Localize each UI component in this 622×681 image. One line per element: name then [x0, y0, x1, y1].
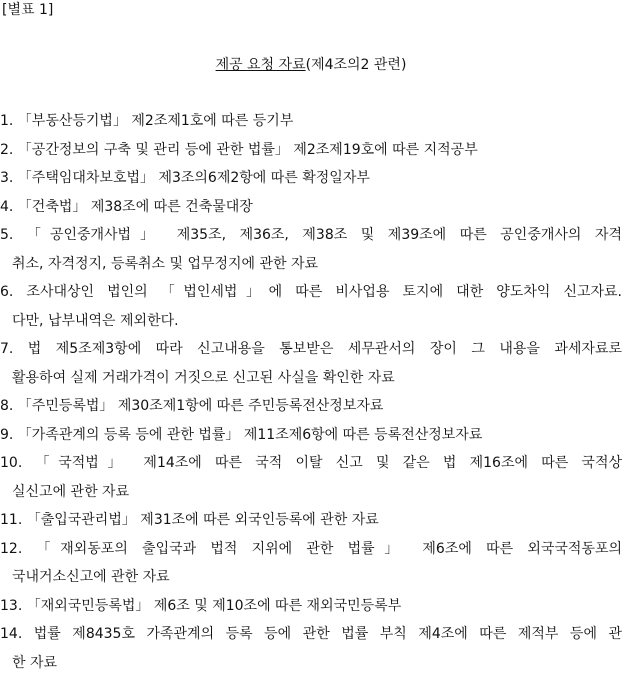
list-item — [0, 282, 622, 331]
list-item — [0, 111, 622, 131]
list-item-text: 2. 「공간정보의 구축 및 관리 등에 관한 법률」 제2조제19호에 따른 지적공부 — [0, 141, 478, 158]
list-item — [0, 168, 622, 188]
document-title — [0, 55, 622, 75]
list-item-text: 1. 「부동산등기법」 제2조제1호에 따른 등기부 — [0, 113, 294, 129]
list-item — [0, 197, 622, 217]
list-item-text: 9. 「가족관계의 등록 등에 관한 법률」 제11조제6항에 따른 등록전산정보자료 — [0, 426, 483, 443]
list-item-continuation: 취소, 자격정지, 등록취소 및 업무정지에 관한 자료 — [12, 255, 319, 272]
list-item-text: 10. 「국적법」 제14조에 따른 국적 이탈 신고 및 같은 법 제16조에 따른 국적상 — [0, 455, 622, 471]
list-item-continuation: 실신고에 관한 자료 — [12, 483, 130, 500]
title-main: 제공 요청 자료 — [215, 57, 306, 73]
list-item-text: 7. 법 제5조제3항에 따라 신고내용을 통보받은 세무관서의 장이 그 내용을 과세자료로 — [0, 341, 622, 357]
list-item-continuation: 활용하여 실제 거래가격이 거짓으로 신고된 사실을 확인한 자료 — [12, 369, 395, 386]
list-item-continuation: 다만, 납부내역은 제외한다. — [12, 312, 179, 329]
title-sub: (제4조의2 관련) — [305, 57, 407, 73]
list-item-text: 6. 조사대상인 법인의 「법인세법」에 따른 비사업용 토지에 대한 양도차익 신고자료. — [0, 284, 622, 300]
list-item-text: 5. 「공인중개사법」 제35조, 제36조, 제38조 및 제39조에 따른 공인중개사의 자격 — [0, 227, 622, 243]
list-item-text: 14. 법률 제8435호 가족관계의 등록 등에 관한 법률 부칙 제4조에 따른 제적부 등에 관 — [0, 626, 622, 642]
list-item — [0, 396, 622, 416]
annex-label: [별표 1] — [2, 2, 54, 18]
list-item-continuation: 국내거소신고에 관한 자료 — [12, 569, 170, 585]
list-item — [0, 140, 622, 160]
list-item-text: 3. 「주택임대차보호법」 제3조의6제2항에 따른 확정일자부 — [0, 170, 370, 186]
item-list — [0, 111, 622, 681]
list-item — [0, 425, 622, 445]
list-item — [0, 539, 622, 588]
list-item-text: 8. 「주민등록법」 제30조제1항에 따른 주민등록전산정보자료 — [0, 398, 384, 414]
list-item — [0, 225, 622, 274]
list-item-text: 11. 「출입국관리법」 제31조에 따른 외국인등록에 관한 자료 — [0, 512, 379, 528]
list-item-text: 13. 「재외국민등록법」 제6조 및 제10조에 따른 재외국민등록부 — [0, 597, 402, 614]
list-item-continuation: 한 자료 — [12, 654, 58, 671]
list-item — [0, 624, 622, 673]
list-item-text: 12. 「재외동포의 출입국과 법적 지위에 관한 법률」 제6조에 따른 외국국적동포의 — [0, 540, 622, 557]
list-item-text: 4. 「건축법」 제38조에 따른 건축물대장 — [0, 198, 253, 215]
list-item — [0, 453, 622, 502]
list-item — [0, 596, 622, 616]
list-item — [0, 339, 622, 388]
list-item — [0, 510, 622, 530]
